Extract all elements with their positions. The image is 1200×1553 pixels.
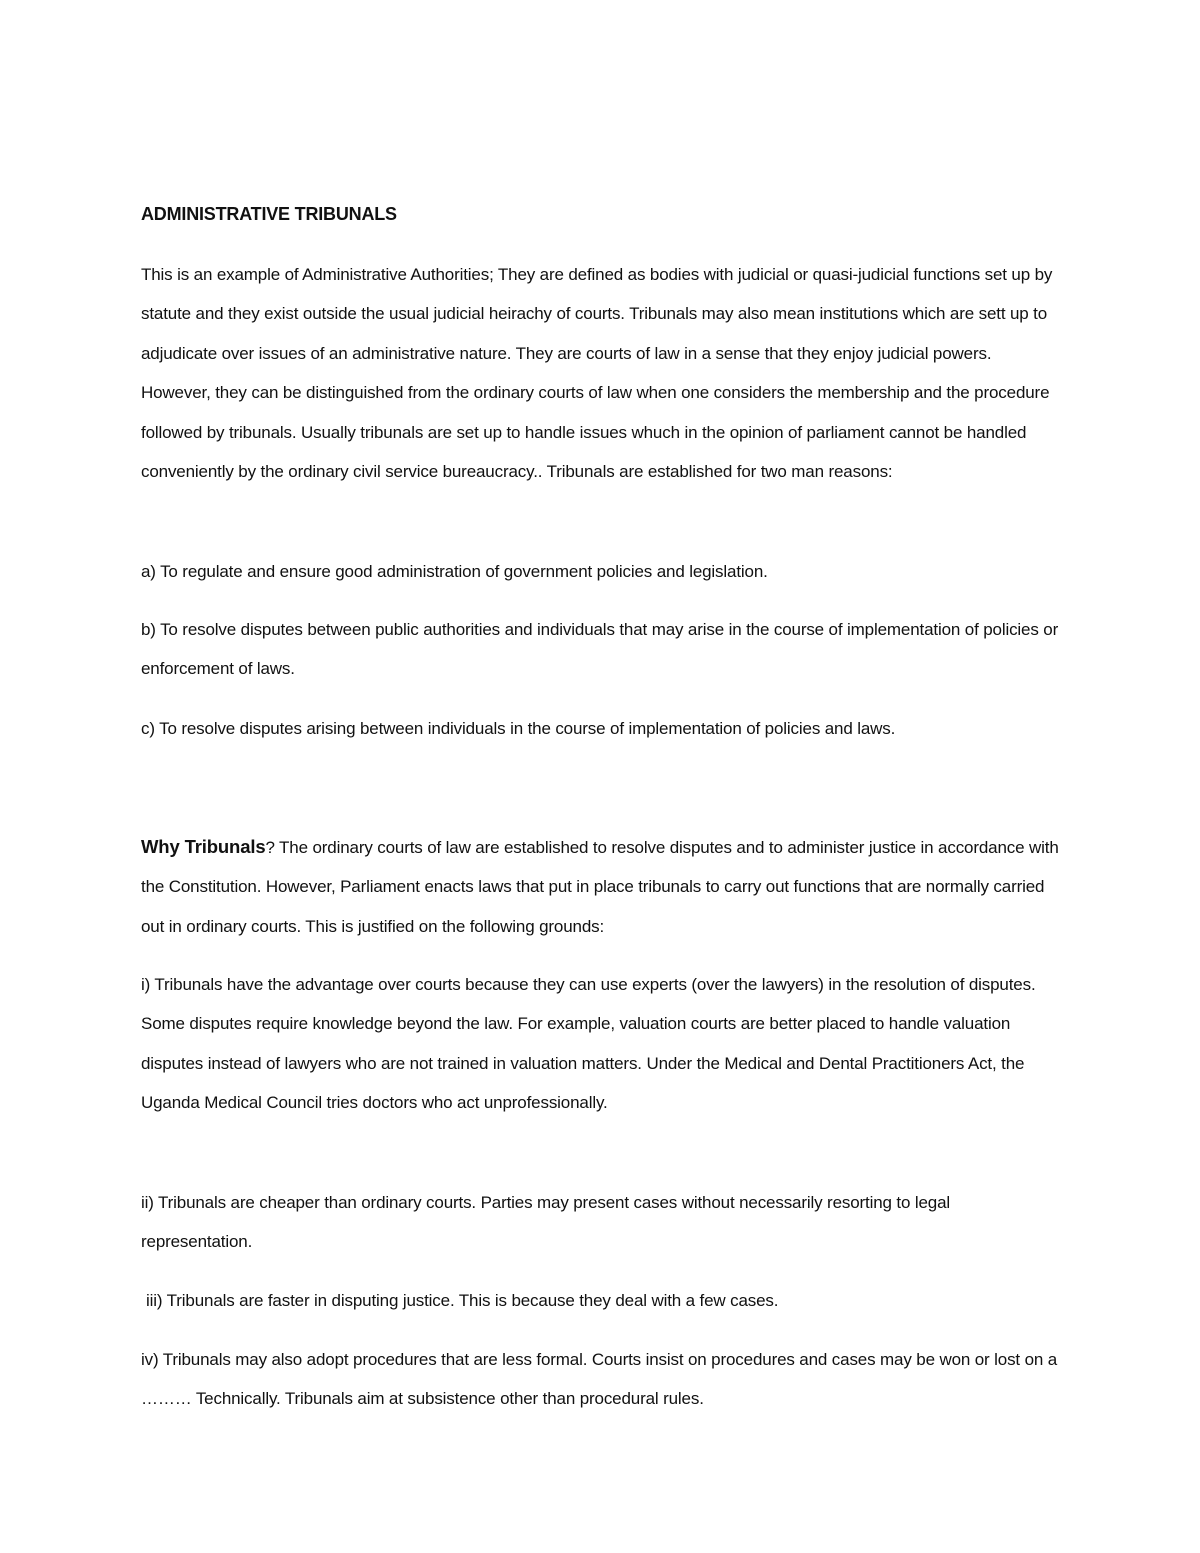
why-tribunals-heading: Why Tribunals xyxy=(141,836,266,857)
why-tribunals-text: ? The ordinary courts of law are established to resolve disputes and to administer justice in accordance with the Constitution. However, Parliament enacts laws that put in place tribunals to carry out functions that are normally carried out in ordinary courts. This is justified on the following grounds: xyxy=(141,838,1059,936)
reason-a: a) To regulate and ensure good administration of government policies and legislation. xyxy=(141,562,768,581)
ground-iii: iii) Tribunals are faster in disputing justice. This is because they deal with a few cases. xyxy=(146,1291,779,1310)
document-page xyxy=(141,0,1061,1553)
ground-i: i) Tribunals have the advantage over courts because they can use experts (over the lawyers) in the resolution of disputes. Some disputes require knowledge beyond the law. For example, valuation courts are better placed to handle valuation disputes instead of lawyers who are not trained in valuation matters. Under the Medical and Dental Practitioners Act, the Uganda Medical Council tries doctors who act unprofessionally. xyxy=(141,975,1036,1113)
intro-paragraph: This is an example of Administrative Authorities; They are defined as bodies with judicial or quasi-judicial functions set up by statute and they exist outside the usual judicial heirachy of courts. Tribunals may also mean institutions which are sett up to adjudicate over issues of an administrative nature. They are courts of law in a sense that they enjoy judicial powers. However, they can be distinguished from the ordinary courts of law when one considers the membership and the procedure followed by tribunals. Usually tribunals are set up to handle issues whuch in the opinion of parliament cannot be handled conveniently by the ordinary civil service bureaucracy.. Tribunals are established for two man reasons: xyxy=(141,265,1053,482)
document-title: ADMINISTRATIVE TRIBUNALS xyxy=(141,204,397,224)
reason-b: b) To resolve disputes between public authorities and individuals that may arise in the course of implementation of policies or enforcement of laws. xyxy=(141,620,1059,679)
why-tribunals-paragraph xyxy=(141,827,1061,946)
ground-ii: ii) Tribunals are cheaper than ordinary courts. Parties may present cases without necessarily resorting to legal representation. xyxy=(141,1193,951,1252)
ground-iv: iv) Tribunals may also adopt procedures that are less formal. Courts insist on procedures and cases may be won or lost on a ……… Technically. Tribunals aim at subsistence other than procedural rules. xyxy=(141,1350,1058,1409)
reason-c: c) To resolve disputes arising between individuals in the course of implementation of policies and laws. xyxy=(141,719,896,738)
